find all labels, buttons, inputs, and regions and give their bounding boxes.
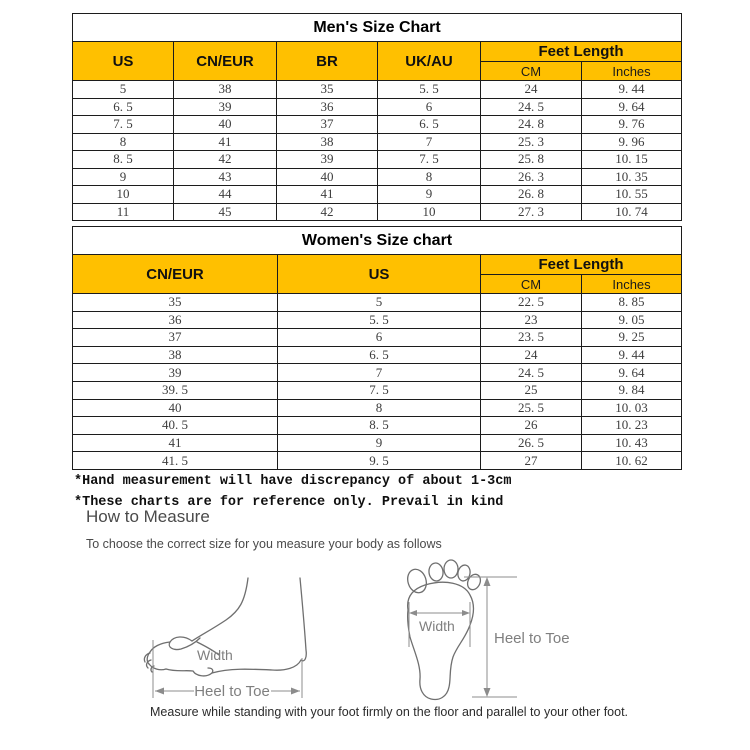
table-cell: 5. 5: [378, 81, 481, 99]
womens-col-header-us: US: [278, 255, 481, 294]
table-cell: 7. 5: [73, 116, 174, 134]
table-row: [73, 311, 682, 329]
table-row: [73, 381, 682, 399]
table-cell: 27. 3: [481, 203, 582, 221]
womens-chart-body: [73, 294, 682, 470]
table-cell: 23: [481, 311, 582, 329]
table-cell: 40: [174, 116, 277, 134]
table-row: [73, 133, 682, 151]
table-row: [73, 98, 682, 116]
footnote-measurement-discrepancy: *Hand measurement will have discrepancy of about 1-3cm: [74, 474, 512, 489]
table-row: [73, 151, 682, 169]
measure-diagrams: [0, 550, 750, 725]
table-cell: 9. 76: [582, 116, 682, 134]
table-cell: 37: [73, 329, 278, 347]
mens-chart-body: [73, 81, 682, 221]
womens-chart-title: Women's Size chart: [73, 227, 682, 255]
table-row: [73, 434, 682, 452]
table-cell: 41: [174, 133, 277, 151]
table-cell: 42: [277, 203, 378, 221]
table-cell: 41: [73, 434, 278, 452]
table-row: [73, 81, 682, 99]
table-row: [73, 452, 682, 470]
table-cell: 6: [378, 98, 481, 116]
table-cell: 5. 5: [278, 311, 481, 329]
table-cell: 45: [174, 203, 277, 221]
side-view-foot-diagram: [144, 578, 306, 700]
table-cell: 5: [278, 294, 481, 312]
table-row: [73, 116, 682, 134]
womens-subheader-cm: CM: [481, 275, 582, 294]
mens-chart-title: Men's Size Chart: [73, 14, 682, 42]
mens-col-header-cneur: CN/EUR: [174, 42, 277, 81]
table-cell: 10: [73, 186, 174, 204]
table-cell: 8. 5: [278, 417, 481, 435]
table-cell: 6. 5: [278, 346, 481, 364]
side-view-width-label: Width: [197, 647, 233, 663]
table-cell: 9. 44: [582, 81, 682, 99]
table-cell: 6. 5: [378, 116, 481, 134]
table-cell: 22. 5: [481, 294, 582, 312]
table-cell: 23. 5: [481, 329, 582, 347]
table-cell: 11: [73, 203, 174, 221]
womens-subheader-inches: Inches: [582, 275, 682, 294]
table-cell: 35: [277, 81, 378, 99]
table-row: [73, 399, 682, 417]
table-cell: 8: [278, 399, 481, 417]
table-cell: 7: [378, 133, 481, 151]
table-cell: 10. 74: [582, 203, 682, 221]
table-cell: 9. 64: [582, 98, 682, 116]
table-row: [73, 168, 682, 186]
table-cell: 9. 44: [582, 346, 682, 364]
table-cell: 5: [73, 81, 174, 99]
table-cell: 40: [277, 168, 378, 186]
table-cell: 10. 03: [582, 399, 682, 417]
mens-col-header-us: US: [73, 42, 174, 81]
table-cell: 26. 5: [481, 434, 582, 452]
table-cell: 36: [73, 311, 278, 329]
table-cell: 24: [481, 81, 582, 99]
table-cell: 25. 5: [481, 399, 582, 417]
table-cell: 9. 64: [582, 364, 682, 382]
mens-subheader-cm: CM: [481, 62, 582, 81]
table-cell: 38: [277, 133, 378, 151]
table-cell: 10. 62: [582, 452, 682, 470]
table-cell: 40: [73, 399, 278, 417]
mens-col-header-ukau: UK/AU: [378, 42, 481, 81]
table-row: [73, 294, 682, 312]
table-cell: 9. 05: [582, 311, 682, 329]
table-cell: 10. 23: [582, 417, 682, 435]
table-cell: 9: [278, 434, 481, 452]
womens-col-header-cneur: CN/EUR: [73, 255, 278, 294]
top-view-heel-to-toe-label: Heel to Toe: [494, 630, 570, 647]
table-cell: 8. 85: [582, 294, 682, 312]
table-cell: 9. 96: [582, 133, 682, 151]
table-row: [73, 364, 682, 382]
table-cell: 6. 5: [73, 98, 174, 116]
table-cell: 38: [73, 346, 278, 364]
table-cell: 24. 5: [481, 98, 582, 116]
table-cell: 10. 55: [582, 186, 682, 204]
table-cell: 43: [174, 168, 277, 186]
table-cell: 7. 5: [378, 151, 481, 169]
table-row: [73, 186, 682, 204]
table-cell: 8: [73, 133, 174, 151]
mens-feet-length-header: Feet Length: [481, 42, 682, 62]
table-cell: 8. 5: [73, 151, 174, 169]
table-row: [73, 203, 682, 221]
table-cell: 25. 8: [481, 151, 582, 169]
table-cell: 10. 35: [582, 168, 682, 186]
table-cell: 24: [481, 346, 582, 364]
table-cell: 10. 15: [582, 151, 682, 169]
table-cell: 9. 84: [582, 381, 682, 399]
how-to-measure-subheading: To choose the correct size for you measure your body as follows: [86, 537, 442, 551]
table-cell: 26: [481, 417, 582, 435]
table-cell: 41. 5: [73, 452, 278, 470]
womens-size-chart-table: [72, 226, 682, 470]
top-view-width-label: Width: [419, 618, 455, 634]
table-cell: 24. 5: [481, 364, 582, 382]
table-cell: 25: [481, 381, 582, 399]
table-cell: 41: [277, 186, 378, 204]
table-cell: 7: [278, 364, 481, 382]
table-cell: 38: [174, 81, 277, 99]
table-cell: 25. 3: [481, 133, 582, 151]
table-cell: 8: [378, 168, 481, 186]
table-cell: 9. 25: [582, 329, 682, 347]
table-cell: 26. 3: [481, 168, 582, 186]
table-cell: 10: [378, 203, 481, 221]
table-cell: 37: [277, 116, 378, 134]
top-view-foot-diagram: [405, 560, 570, 700]
side-view-heel-to-toe-label: Heel to Toe: [194, 683, 270, 700]
table-cell: 10. 43: [582, 434, 682, 452]
table-cell: 39: [277, 151, 378, 169]
table-cell: 9: [73, 168, 174, 186]
table-cell: 40. 5: [73, 417, 278, 435]
table-cell: 36: [277, 98, 378, 116]
table-cell: 27: [481, 452, 582, 470]
mens-size-chart-table: [72, 13, 682, 221]
mens-col-header-br: BR: [277, 42, 378, 81]
womens-feet-length-header: Feet Length: [481, 255, 682, 275]
table-row: [73, 346, 682, 364]
table-cell: 26. 8: [481, 186, 582, 204]
table-row: [73, 329, 682, 347]
table-cell: 42: [174, 151, 277, 169]
table-cell: 39. 5: [73, 381, 278, 399]
table-cell: 35: [73, 294, 278, 312]
table-cell: 39: [174, 98, 277, 116]
measure-caption: Measure while standing with your foot firmly on the floor and parallel to your other foot.: [150, 705, 629, 719]
table-cell: 6: [278, 329, 481, 347]
how-to-measure-heading: How to Measure: [86, 507, 210, 526]
table-cell: 7. 5: [278, 381, 481, 399]
footnote-reference-only: *These charts are for reference only. Prevail in kind: [74, 495, 504, 510]
table-cell: 44: [174, 186, 277, 204]
mens-subheader-inches: Inches: [582, 62, 682, 81]
table-row: [73, 417, 682, 435]
table-cell: 24. 8: [481, 116, 582, 134]
table-cell: 39: [73, 364, 278, 382]
table-cell: 9. 5: [278, 452, 481, 470]
table-cell: 9: [378, 186, 481, 204]
